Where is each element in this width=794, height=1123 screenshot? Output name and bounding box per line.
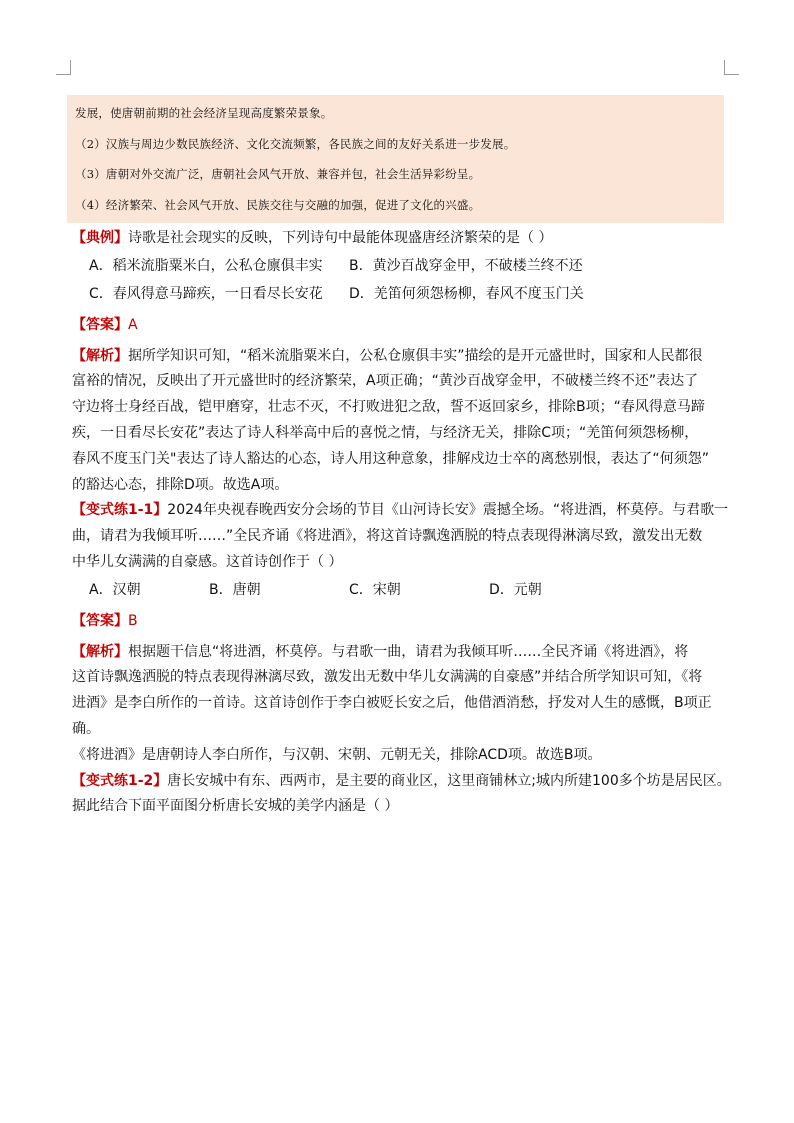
crop-mark-top-right <box>724 60 739 75</box>
variant2-stem <box>72 769 732 821</box>
example-stem-text: 诗歌是社会现实的反映，下列诗句中最能体现盛唐经济繁荣的是（ ） <box>128 230 553 246</box>
example-option-b: B．黄沙百战穿金甲，不破楼兰终不还 <box>349 257 583 274</box>
example-options-row-1 <box>72 252 732 280</box>
example-answer-tag: 【答案】 <box>72 316 128 333</box>
analysis-line: 《将进酒》是唐朝诗人李白所作，与汉朝、宋朝、元朝无关，排除ACD项。故选B项。 <box>72 746 602 763</box>
analysis-line: 这首诗飘逸洒脱的特点表现得淋漓尽致，激发出无数中华儿女满满的自豪感”并结合所学知识可知，《将 <box>72 669 703 686</box>
analysis-line: 守边将士身经百战，铠甲磨穿，壮志不灭，不打败进犯之敌，誓不返回家乡，排除B项；“春风得意马蹄 <box>72 399 705 416</box>
example-analysis <box>72 344 732 499</box>
stem-line: 2024年央视春晚西安分会场的节目《山河诗长安》震撼全场。“将进酒，杯莫停。与君歌一 <box>167 502 729 519</box>
variant1-answer-tag: 【答案】 <box>72 612 128 629</box>
example-answer-value: A <box>128 316 138 333</box>
analysis-line: 春风不度玉门关"表达了诗人豁达的心态，诗人用这种意象，排解戍边士卒的离愁别恨，表达了“何须怨” <box>72 450 709 467</box>
analysis-line: 据所学知识可知，“稻米流脂粟米白，公私仓廪俱丰实”描绘的是开元盛世时，国家和人民都很 <box>128 347 703 364</box>
variant1-tag: 【变式练1-1】 <box>72 502 168 519</box>
analysis-line: 富裕的情况，反映出了开元盛世时的经济繁荣，A项正确；“黄沙百战穿金甲，不破楼兰终不还”表达了 <box>72 373 699 390</box>
variant1-answer <box>72 609 732 635</box>
stem-line: 中华儿女满满的自豪感。这首诗创作于（ ） <box>72 553 343 570</box>
analysis-line: 进酒》是李白所作的一首诗。这首诗创作于李白被贬长安之后，他借酒消愁，抒发对人生的感慨，B项正确。 <box>72 695 712 737</box>
variant1-option-a: A．汉朝 <box>89 581 141 598</box>
variant1-options-row <box>72 576 732 604</box>
analysis-line: 的豁达心态，排除D项。故选A项。 <box>72 476 289 493</box>
example-option-a: A．稻米流脂粟米白，公私仓廪俱丰实 <box>89 257 323 274</box>
variant1-analysis <box>72 640 732 769</box>
variant1-stem <box>72 498 732 575</box>
summary-line: （3）唐朝对外交流广泛，唐朝社会风气开放、兼容并包，社会生活异彩纷呈。 <box>75 167 481 181</box>
variant1-option-b: B．唐朝 <box>209 581 261 598</box>
analysis-line: 根据题干信息“将进酒，杯莫停。与君歌一曲，请君为我倾耳听……全民齐诵《将进酒》，将 <box>128 643 689 660</box>
example-analysis-tag: 【解析】 <box>72 347 128 364</box>
example-stem <box>72 226 732 252</box>
stem-line: 据此结合下面平面图分析唐长安城的美学内涵是（ ） <box>72 798 399 815</box>
stem-line: 曲，请君为我倾耳听……”全民齐诵《将进酒》，将这首诗飘逸洒脱的特点表现得淋漓尽致，激发出无数 <box>72 528 703 545</box>
variant1-option-c: C．宋朝 <box>349 581 401 598</box>
summary-line: （2）汉族与周边少数民族经济、文化交流频繁，各民族之间的友好关系进一步发展。 <box>75 136 516 151</box>
crop-mark-top-left <box>56 60 71 75</box>
variant2-tag: 【变式练1-2】 <box>72 772 168 789</box>
variant1-option-d: D．元朝 <box>489 581 542 598</box>
example-option-c: C．春风得意马蹄疾，一日看尽长安花 <box>89 285 323 302</box>
question-content <box>72 226 732 820</box>
summary-line: （4）经济繁荣、社会风气开放、民族交往与交融的加强，促进了文化的兴盛。 <box>75 197 481 212</box>
summary-line: 发展，使唐朝前期的社会经济呈现高度繁荣景象。 <box>75 106 333 120</box>
summary-box <box>67 95 724 223</box>
example-answer <box>72 313 732 339</box>
stem-line: 唐长安城中有东、西两市，是主要的商业区，这里商铺林立;城内所建100多个坊是居民区。 <box>167 772 731 789</box>
variant1-analysis-tag: 【解析】 <box>72 643 128 660</box>
example-option-d: D．羌笛何须怨杨柳，春风不度玉门关 <box>349 285 584 302</box>
example-options-row-2 <box>72 280 732 308</box>
analysis-line: 疾，一日看尽长安花”表达了诗人科举高中后的喜悦之情，与经济无关，排除C项；“羌笛何须怨杨柳， <box>72 424 699 441</box>
variant1-answer-value: B <box>128 612 138 629</box>
example-tag: 【典例】 <box>72 230 128 246</box>
